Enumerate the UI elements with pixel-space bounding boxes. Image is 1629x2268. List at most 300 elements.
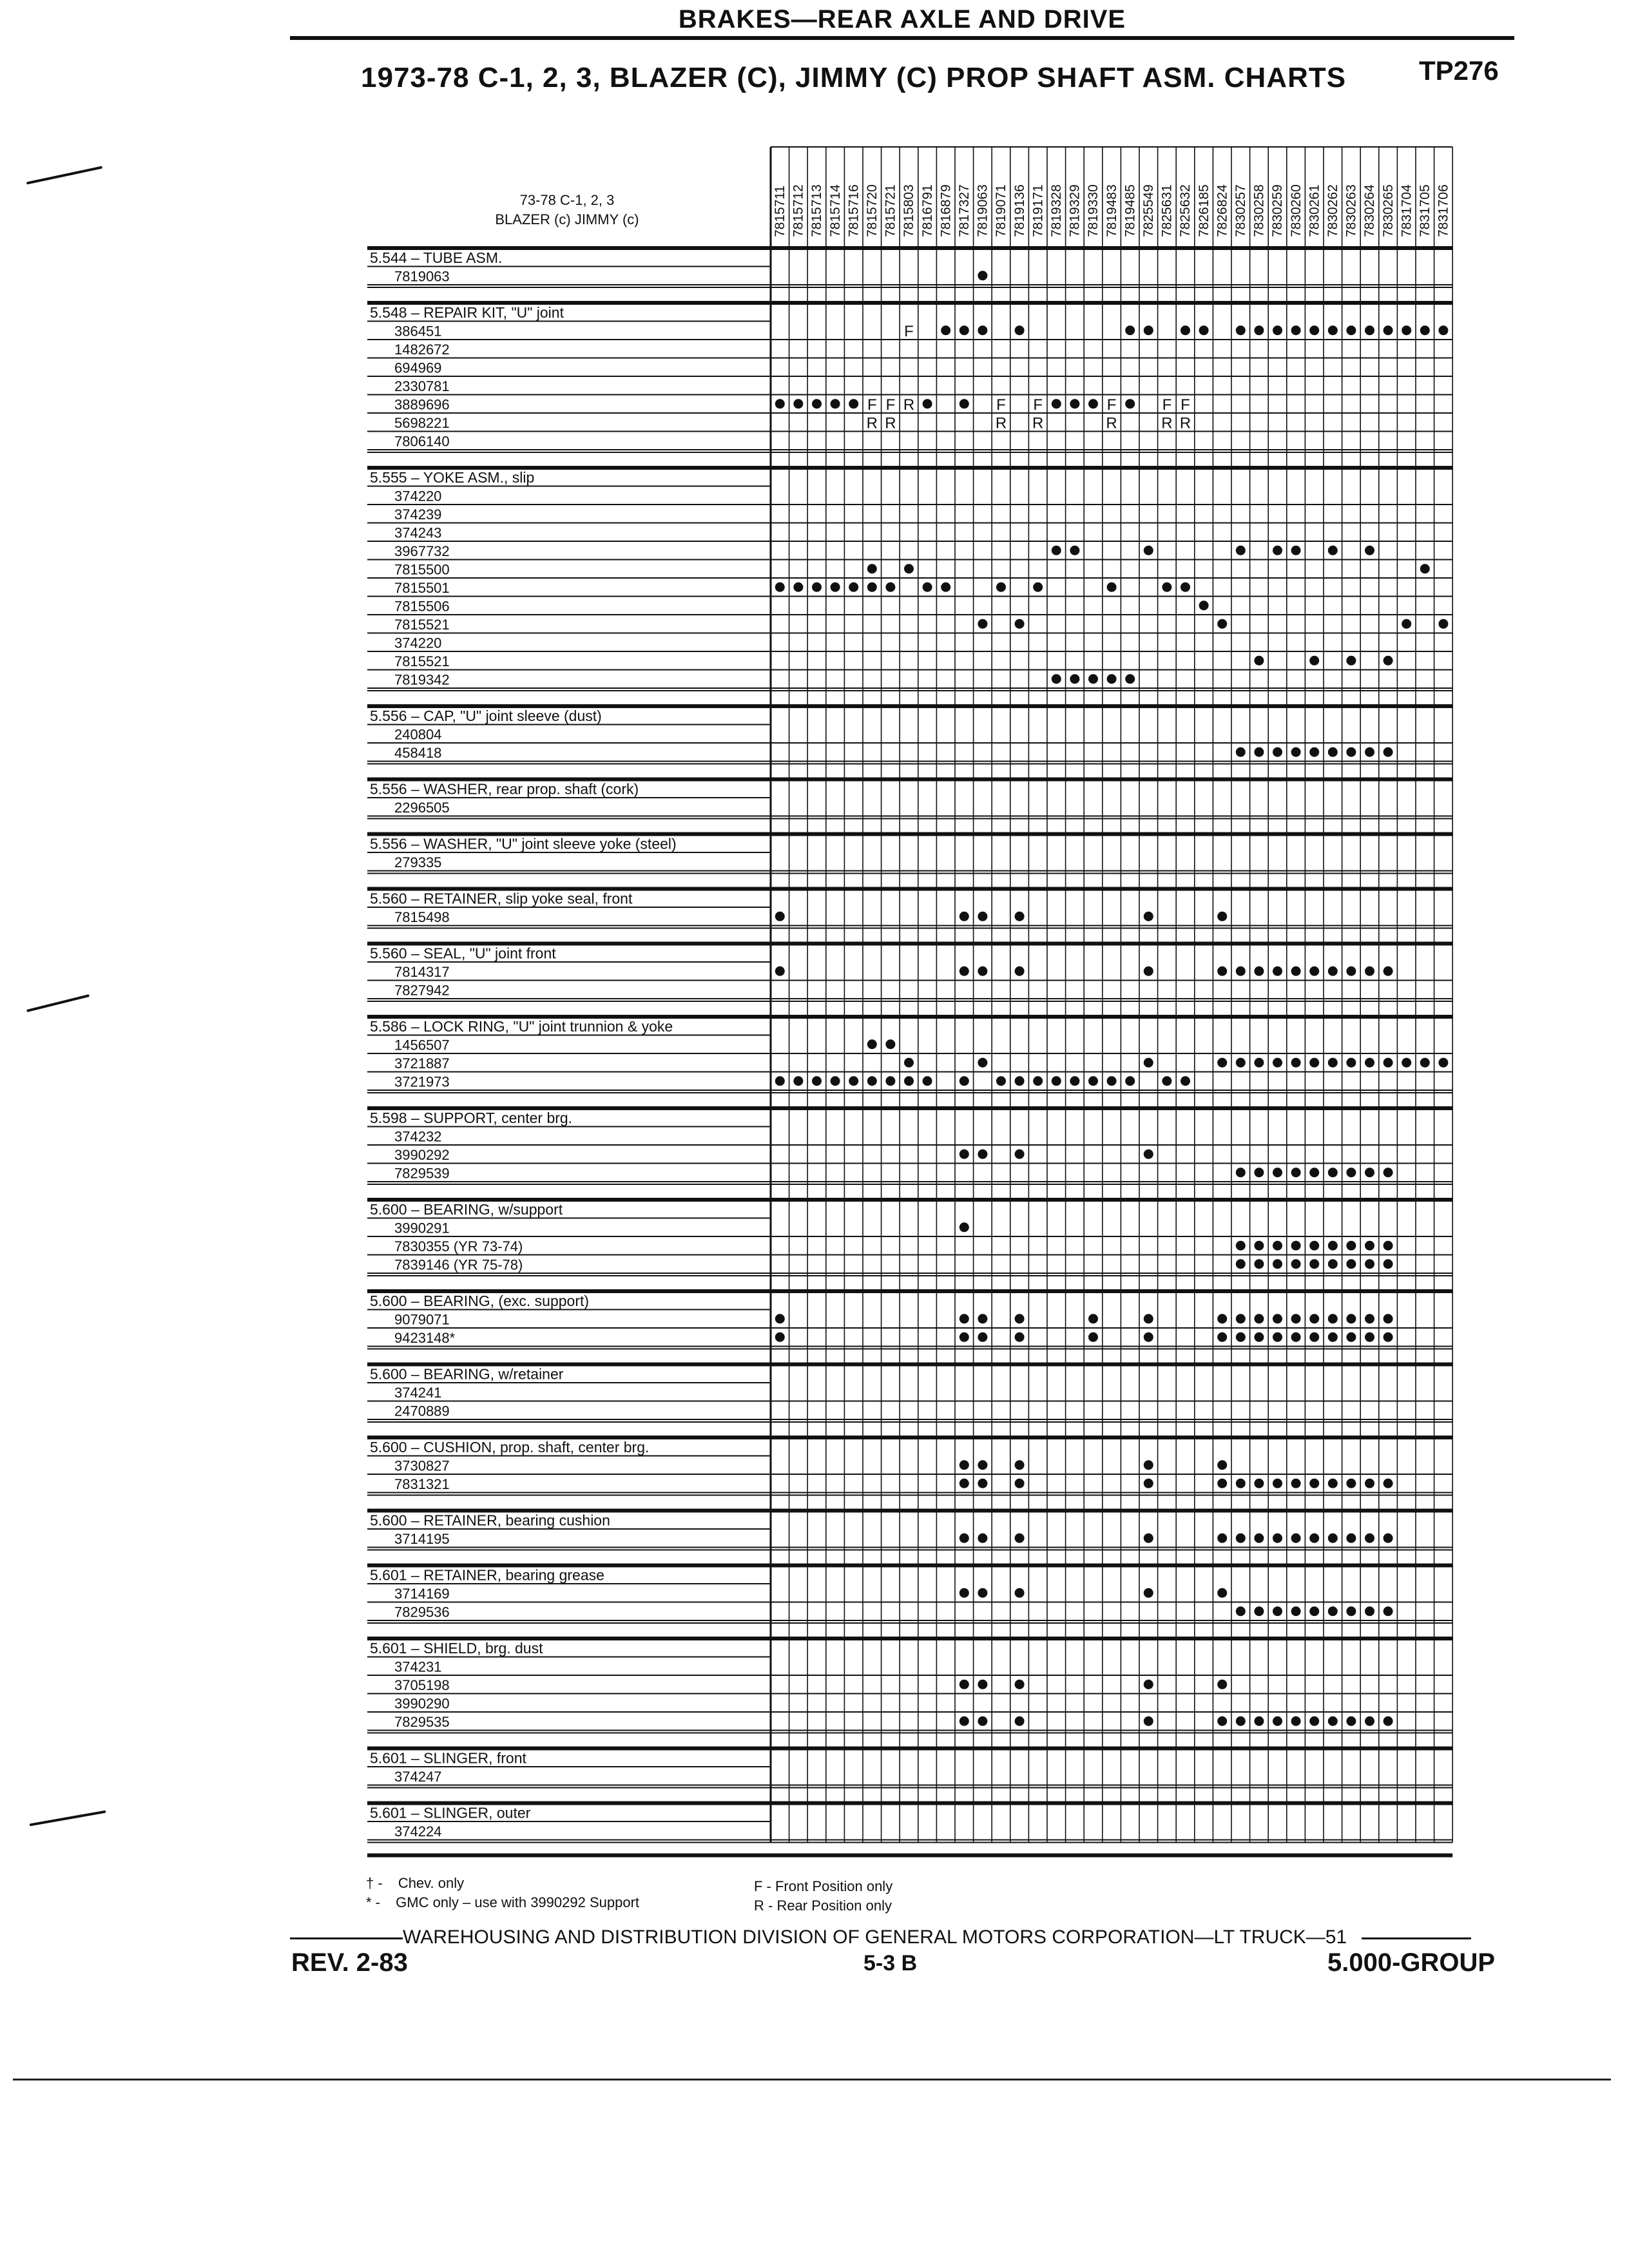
position-mark: F (867, 396, 877, 414)
usage-dot (1052, 546, 1061, 555)
usage-dot (1383, 656, 1393, 666)
usage-dot (978, 1332, 987, 1342)
section-title: 5.586 – LOCK RING, "U" joint trunnion & yoke (370, 1018, 673, 1035)
usage-dot (959, 1460, 969, 1470)
part-number: 7815521 (394, 653, 450, 669)
column-header: 7830259 (1270, 184, 1286, 237)
usage-dot (1383, 1716, 1393, 1726)
usage-dot (1328, 1479, 1338, 1488)
usage-dot (1144, 966, 1153, 976)
usage-dot (1383, 1533, 1393, 1543)
usage-dot (1236, 966, 1246, 976)
usage-dot (1144, 546, 1153, 555)
usage-dot (1273, 546, 1282, 555)
section-title: 5.598 – SUPPORT, center brg. (370, 1110, 573, 1126)
column-header: 7815803 (901, 184, 917, 237)
usage-dot (959, 1314, 969, 1323)
column-header: 7815720 (865, 184, 880, 237)
page-number: 5-3 B (863, 1951, 918, 1975)
legend-star-symbol: * - (366, 1894, 380, 1910)
column-header: 7819136 (1012, 184, 1027, 237)
usage-dot (1236, 1259, 1246, 1269)
part-number: 7814317 (394, 964, 450, 980)
legend-dagger-text: Chev. only (398, 1875, 465, 1891)
usage-dot (867, 1076, 877, 1086)
section-title: 5.600 – BEARING, w/support (370, 1201, 563, 1218)
column-header: 7830262 (1325, 184, 1340, 237)
usage-dot (978, 1533, 987, 1543)
part-number: 374220 (394, 635, 442, 651)
part-number: 3967732 (394, 543, 450, 559)
position-mark: F (885, 396, 896, 414)
usage-dot (1402, 325, 1411, 335)
usage-dot (1365, 747, 1374, 757)
usage-dot (1033, 1076, 1043, 1086)
usage-dot (1217, 1479, 1227, 1488)
usage-dot (1254, 1533, 1264, 1543)
part-number: 694969 (394, 360, 442, 376)
column-header: 7819483 (1104, 184, 1119, 237)
usage-dot (1383, 747, 1393, 757)
usage-dot (1217, 1680, 1227, 1689)
usage-dot (923, 582, 932, 592)
section-title: 5.556 – WASHER, rear prop. shaft (cork) (370, 780, 639, 798)
usage-dot (1420, 564, 1430, 573)
usage-dot (1217, 1460, 1227, 1470)
usage-dot (1088, 399, 1098, 408)
part-number: 3721973 (394, 1073, 450, 1090)
usage-dot (1254, 1058, 1264, 1068)
usage-dot (1254, 966, 1264, 976)
column-header: 7819063 (975, 184, 990, 237)
usage-dot (1383, 1168, 1393, 1177)
part-number: 7815521 (394, 617, 450, 633)
usage-dot (1365, 1479, 1374, 1488)
usage-dot (1144, 1588, 1153, 1598)
usage-dot (1015, 1533, 1025, 1543)
usage-dot (1070, 399, 1079, 408)
usage-dot (1254, 325, 1264, 335)
usage-dot (1125, 1076, 1135, 1086)
usage-dot (793, 399, 803, 408)
usage-dot (1217, 966, 1227, 976)
usage-dot (1254, 1606, 1264, 1616)
usage-dot (1236, 747, 1246, 757)
usage-dot (793, 582, 803, 592)
usage-dot (1236, 1058, 1246, 1068)
part-number: 5698221 (394, 415, 450, 431)
usage-dot (1309, 1259, 1319, 1269)
usage-dot (1365, 1314, 1374, 1323)
usage-dot (1217, 619, 1227, 629)
usage-dot (959, 1479, 969, 1488)
column-header: 7815714 (827, 184, 843, 237)
usage-dot (978, 325, 987, 335)
column-header: 7830257 (1233, 184, 1248, 237)
part-number: 374224 (394, 1823, 442, 1840)
usage-dot (1015, 325, 1025, 335)
usage-dot (1346, 1606, 1356, 1616)
usage-dot (923, 1076, 932, 1086)
column-header: 7830264 (1362, 184, 1378, 237)
usage-dot (959, 1680, 969, 1689)
usage-dot (996, 582, 1006, 592)
usage-dot (959, 1222, 969, 1232)
column-header: 7826185 (1196, 184, 1211, 237)
usage-dot (1346, 747, 1356, 757)
usage-dot (1438, 1058, 1448, 1068)
usage-dot (1309, 1533, 1319, 1543)
position-mark: R (1032, 414, 1044, 432)
usage-dot (885, 1076, 895, 1086)
usage-dot (1217, 1314, 1227, 1323)
usage-dot (959, 1588, 969, 1598)
part-number: 458418 (394, 745, 442, 761)
section-title: 5.556 – WASHER, "U" joint sleeve yoke (steel) (370, 835, 677, 852)
part-number: 9423148* (394, 1330, 456, 1346)
usage-dot (978, 912, 987, 921)
usage-dot (775, 912, 785, 921)
usage-dot (1088, 1314, 1098, 1323)
position-mark: R (995, 414, 1007, 432)
part-number: 7839146 (YR 75-78) (394, 1256, 523, 1273)
part-number: 7815498 (394, 909, 450, 925)
usage-dot (867, 1039, 877, 1049)
usage-dot (1309, 1606, 1319, 1616)
usage-dot (1346, 1716, 1356, 1726)
usage-dot (1015, 1716, 1025, 1726)
part-number: 7830355 (YR 73-74) (394, 1238, 523, 1254)
column-header: 7831706 (1436, 184, 1451, 237)
usage-dot (1273, 1606, 1282, 1616)
part-number: 7815506 (394, 598, 450, 615)
usage-dot (1328, 1259, 1338, 1269)
column-header: 7819171 (1030, 184, 1046, 237)
section-title: 5.601 – SLINGER, front (370, 1749, 526, 1767)
usage-dot (1383, 1479, 1393, 1488)
usage-dot (1309, 1168, 1319, 1177)
usage-dot (1346, 1259, 1356, 1269)
usage-dot (996, 1076, 1006, 1086)
usage-dot (904, 1058, 914, 1068)
usage-dot (1328, 1168, 1338, 1177)
usage-dot (978, 1716, 987, 1726)
position-mark: F (1033, 396, 1043, 414)
part-number: 374220 (394, 488, 442, 505)
usage-dot (1217, 1058, 1227, 1068)
usage-dot (1088, 1332, 1098, 1342)
part-number: 7827942 (394, 982, 450, 999)
legend-rear: R - Rear Position only (754, 1898, 892, 1914)
part-number: 374243 (394, 524, 442, 541)
usage-dot (1217, 1332, 1227, 1342)
column-header: 7815721 (883, 184, 898, 237)
legend-dagger-symbol: † - (366, 1875, 383, 1891)
usage-dot (1181, 1076, 1190, 1086)
corner-label: BLAZER (c) JIMMY (c) (495, 211, 639, 227)
usage-dot (1107, 1076, 1117, 1086)
tp-code: TP276 (1419, 55, 1499, 86)
usage-dot (1015, 1460, 1025, 1470)
usage-dot (1236, 1314, 1246, 1323)
usage-dot (1144, 1149, 1153, 1159)
usage-dot (1070, 546, 1079, 555)
usage-dot (1254, 1332, 1264, 1342)
usage-dot (959, 912, 969, 921)
part-number: 3714169 (394, 1586, 450, 1602)
usage-dot (1254, 1716, 1264, 1726)
usage-dot (831, 1076, 840, 1086)
section-title: 5.548 – REPAIR KIT, "U" joint (370, 304, 564, 321)
column-header: 7830260 (1288, 184, 1304, 237)
usage-dot (1088, 674, 1098, 684)
legend-dagger (366, 1875, 464, 1892)
part-number: 3990291 (394, 1220, 450, 1236)
usage-dot (1088, 1076, 1098, 1086)
usage-dot (885, 1039, 895, 1049)
usage-dot (1144, 1680, 1153, 1689)
usage-dot (1309, 656, 1319, 666)
usage-dot (1273, 1241, 1282, 1251)
column-header: 7815713 (809, 184, 825, 237)
position-mark: R (1161, 414, 1173, 432)
usage-dot (1291, 966, 1301, 976)
usage-dot (1328, 1314, 1338, 1323)
usage-dot (978, 1314, 987, 1323)
usage-dot (978, 1460, 987, 1470)
usage-dot (1015, 1680, 1025, 1689)
column-header: 7817327 (957, 184, 972, 237)
usage-dot (1328, 1716, 1338, 1726)
usage-dot (1254, 1479, 1264, 1488)
position-mark: R (903, 396, 915, 414)
usage-dot (959, 325, 969, 335)
usage-dot (1438, 619, 1448, 629)
usage-dot (1236, 325, 1246, 335)
part-number: 2296505 (394, 800, 450, 816)
position-mark: F (904, 322, 914, 340)
column-header: 7815711 (773, 185, 787, 237)
usage-dot (1144, 1314, 1153, 1323)
usage-dot (1291, 1168, 1301, 1177)
usage-dot (1015, 1479, 1025, 1488)
usage-dot (1199, 601, 1209, 610)
usage-dot (1291, 546, 1301, 555)
page-subtitle: 1973-78 C-1, 2, 3, BLAZER (C), JIMMY (C) PROP SHAFT ASM. CHARTS (361, 62, 1347, 93)
section-title: 5.600 – BEARING, w/retainer (370, 1365, 564, 1383)
usage-dot (1438, 325, 1448, 335)
usage-dot (1383, 966, 1393, 976)
column-header: 7825631 (1159, 184, 1175, 237)
position-mark: R (885, 414, 896, 432)
column-header: 7815716 (846, 184, 862, 237)
footer-division: WAREHOUSING AND DISTRIBUTION DIVISION OF GENERAL MOTORS CORPORATION—LT TRUCK—51 (403, 1927, 1347, 1948)
usage-dot (1144, 325, 1153, 335)
usage-dot (1346, 1314, 1356, 1323)
usage-dot (1309, 325, 1319, 335)
usage-dot (1328, 747, 1338, 757)
usage-dot (1070, 674, 1079, 684)
usage-dot (1383, 1259, 1393, 1269)
usage-dot (1236, 1332, 1246, 1342)
usage-dot (978, 619, 987, 629)
usage-dot (1254, 1259, 1264, 1269)
usage-dot (941, 582, 950, 592)
column-header: 7816879 (938, 184, 954, 237)
scan-bottom-line (13, 2079, 1611, 2081)
usage-dot (1236, 1479, 1246, 1488)
usage-dot (1273, 1533, 1282, 1543)
usage-dot (1346, 966, 1356, 976)
usage-dot (1365, 1259, 1374, 1269)
usage-dot (1273, 1259, 1282, 1269)
usage-dot (1328, 1606, 1338, 1616)
usage-dot (1309, 1314, 1319, 1323)
usage-dot (941, 325, 950, 335)
part-number: 2470889 (394, 1403, 450, 1419)
position-mark: F (996, 396, 1006, 414)
part-number: 1482672 (394, 341, 450, 358)
section-title: 5.601 – SHIELD, brg. dust (370, 1640, 543, 1657)
usage-dot (849, 582, 858, 592)
usage-dot (1420, 325, 1430, 335)
usage-dot (923, 399, 932, 408)
part-number: 374239 (394, 506, 442, 523)
position-mark: F (1181, 396, 1190, 414)
usage-dot (1162, 1076, 1171, 1086)
legend-front: F - Front Position only (754, 1878, 893, 1894)
usage-dot (775, 1332, 785, 1342)
usage-dot (1309, 747, 1319, 757)
usage-dot (1346, 1241, 1356, 1251)
section-title: 5.601 – SLINGER, outer (370, 1804, 531, 1821)
usage-dot (1015, 1314, 1025, 1323)
column-header: 7826824 (1215, 184, 1230, 237)
usage-dot (1365, 966, 1374, 976)
usage-dot (1328, 1241, 1338, 1251)
usage-dot (978, 1680, 987, 1689)
usage-dot (1365, 546, 1374, 555)
part-number: 7829536 (394, 1604, 450, 1620)
usage-dot (1217, 1588, 1227, 1598)
usage-dot (1346, 656, 1356, 666)
usage-dot (1181, 582, 1190, 592)
part-number: 374232 (394, 1128, 442, 1145)
usage-dot (1328, 966, 1338, 976)
part-number: 7815500 (394, 561, 450, 578)
part-number: 3990290 (394, 1695, 450, 1712)
part-number: 2330781 (394, 378, 450, 394)
usage-dot (1291, 1241, 1301, 1251)
usage-dot (1346, 325, 1356, 335)
usage-dot (1291, 1479, 1301, 1488)
usage-dot (1015, 1076, 1025, 1086)
usage-dot (1144, 1533, 1153, 1543)
usage-dot (1144, 1479, 1153, 1488)
usage-dot (885, 582, 895, 592)
usage-dot (1309, 1716, 1319, 1726)
usage-dot (1365, 1716, 1374, 1726)
part-number: 374241 (394, 1385, 442, 1401)
corner-label: 73-78 C-1, 2, 3 (519, 192, 615, 208)
position-mark: R (866, 414, 878, 432)
part-number: 3990292 (394, 1147, 450, 1163)
column-header: 7819329 (1067, 184, 1083, 237)
column-header: 7825632 (1178, 184, 1193, 237)
usage-dot (1236, 1606, 1246, 1616)
usage-dot (775, 582, 785, 592)
usage-dot (1107, 674, 1117, 684)
usage-dot (1273, 325, 1282, 335)
part-number: 7819063 (394, 268, 450, 285)
usage-dot (959, 966, 969, 976)
usage-dot (1273, 747, 1282, 757)
usage-dot (1144, 1332, 1153, 1342)
usage-dot (793, 1076, 803, 1086)
usage-dot (904, 564, 914, 573)
usage-dot (1254, 1168, 1264, 1177)
usage-dot (1052, 674, 1061, 684)
usage-dot (1291, 1533, 1301, 1543)
usage-dot (1052, 399, 1061, 408)
section-title: 5.556 – CAP, "U" joint sleeve (dust) (370, 707, 602, 724)
usage-dot (1144, 1460, 1153, 1470)
part-number: 7815501 (394, 580, 450, 596)
position-mark: R (1179, 414, 1191, 432)
usage-dot (904, 1076, 914, 1086)
usage-dot (1273, 1479, 1282, 1488)
usage-dot (1291, 1606, 1301, 1616)
usage-dot (1273, 1314, 1282, 1323)
section-title: 5.600 – CUSHION, prop. shaft, center brg. (370, 1439, 650, 1456)
usage-dot (1273, 1168, 1282, 1177)
usage-dot (1015, 1332, 1025, 1342)
usage-dot (1033, 582, 1043, 592)
usage-dot (1346, 1058, 1356, 1068)
section-title: 5.601 – RETAINER, bearing grease (370, 1566, 604, 1584)
usage-dot (1015, 966, 1025, 976)
column-header: 7831705 (1418, 184, 1432, 237)
usage-dot (959, 399, 969, 408)
part-number: 279335 (394, 854, 442, 870)
usage-dot (978, 1479, 987, 1488)
usage-dot (1365, 1058, 1374, 1068)
usage-dot (775, 399, 785, 408)
usage-dot (1236, 1716, 1246, 1726)
usage-dot (775, 966, 785, 976)
usage-dot (1070, 1076, 1079, 1086)
usage-dot (1254, 747, 1264, 757)
column-header: 7815712 (791, 184, 806, 237)
usage-dot (959, 1533, 969, 1543)
part-number: 3730827 (394, 1457, 450, 1474)
usage-dot (1383, 1606, 1393, 1616)
usage-dot (959, 1332, 969, 1342)
column-header: 7831704 (1399, 184, 1414, 237)
usage-dot (1291, 325, 1301, 335)
part-number: 3721887 (394, 1055, 450, 1072)
usage-dot (867, 582, 877, 592)
usage-dot (1383, 1314, 1393, 1323)
group-label: 5.000-GROUP (1327, 1948, 1496, 1977)
footer-rule-left (290, 1937, 403, 1939)
usage-dot (1125, 325, 1135, 335)
usage-dot (1217, 912, 1227, 921)
usage-dot (1052, 1076, 1061, 1086)
usage-dot (1328, 546, 1338, 555)
usage-dot (1383, 1058, 1393, 1068)
usage-dot (1291, 1259, 1301, 1269)
